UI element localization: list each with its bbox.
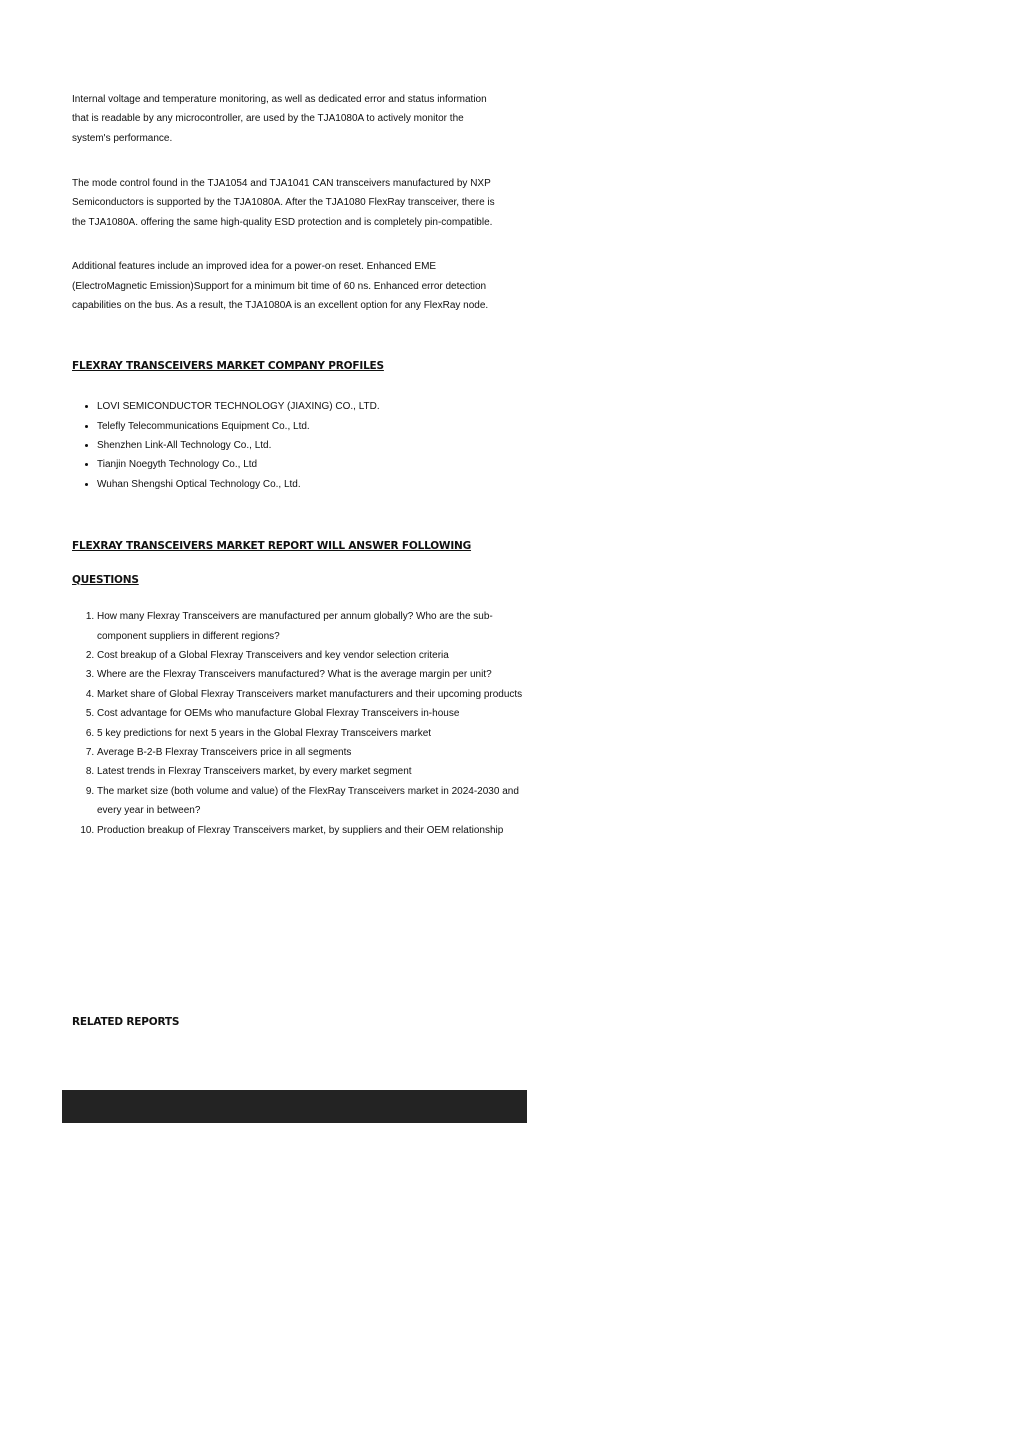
questions-heading-line1: FLEXRAY TRANSCEIVERS MARKET REPORT WILL ANSWER FOLLOWING xyxy=(72,540,472,553)
list-item: 4. Market share of Global Flexray Transceivers market manufacturers and their upcoming products xyxy=(97,685,527,704)
questions-list xyxy=(72,607,527,840)
paragraph-monitoring: Internal voltage and temperature monitoring, as well as dedicated error and status information that is readable by any microcontroller, are used by the TJA1080A to actively monitor the system's performance. xyxy=(72,94,487,144)
company-profiles-list xyxy=(72,397,502,494)
list-item: • LOVI SEMICONDUCTOR TECHNOLOGY (JIAXING) CO., LTD. xyxy=(97,397,502,416)
list-item: 9. The market size (both volume and value) of the FlexRay Transceivers market in 2024-2030 and every year in between? xyxy=(97,782,527,821)
paragraph-mode-control: The mode control found in the TJA1054 and TJA1041 CAN transceivers manufactured by NXP Semiconductors is supported by the TJA1080A. After the TJA1080 FlexRay transceiver, there is the TJA1080A. offering the same high-quality ESD protection and is completely pin-compatible. xyxy=(72,177,495,228)
related-reports-heading: RELATED REPORTS xyxy=(72,1016,180,1028)
list-item: 10. Production breakup of Flexray Transceivers market, by suppliers and their OEM relationship xyxy=(97,821,527,840)
list-item: 6. 5 key predictions for next 5 years in the Global Flexray Transceivers market xyxy=(97,724,527,743)
list-item: • Shenzhen Link-All Technology Co., Ltd. xyxy=(97,436,502,455)
list-item: • Tianjin Noegyth Technology Co., Ltd xyxy=(97,455,502,474)
paragraph-additional-features: Additional features include an improved idea for a power-on reset. Enhanced EME (ElectroMagnetic Emission)Support for a minimum bit time of 60 ns. Enhanced error detection capabilities on the bus. As a result, the TJA1080A is an excellent option for any FlexRay node. xyxy=(72,261,489,312)
article-body xyxy=(72,90,523,840)
list-item: 8. Latest trends in Flexray Transceivers market, by every market segment xyxy=(97,762,527,781)
list-item: 7. Average B-2-B Flexray Transceivers price in all segments xyxy=(97,743,527,762)
list-item: • Wuhan Shengshi Optical Technology Co., Ltd. xyxy=(97,475,502,494)
questions-heading-line2: QUESTIONS xyxy=(72,573,139,586)
list-item: 5. Cost advantage for OEMs who manufacture Global Flexray Transceivers in-house xyxy=(97,704,527,723)
related-reports-bar xyxy=(62,1090,527,1123)
list-item: 2. Cost breakup of a Global Flexray Transceivers and key vendor selection criteria xyxy=(97,646,527,665)
company-profiles-heading: FLEXRAY TRANSCEIVERS MARKET COMPANY PROFILES xyxy=(72,359,384,372)
list-item: 1. How many Flexray Transceivers are manufactured per annum globally? Who are the sub-component suppliers in different regions? xyxy=(97,607,527,646)
list-item: • Telefly Telecommunications Equipment Co., Ltd. xyxy=(97,417,502,436)
list-item: 3. Where are the Flexray Transceivers manufactured? What is the average margin per unit? xyxy=(97,665,527,684)
